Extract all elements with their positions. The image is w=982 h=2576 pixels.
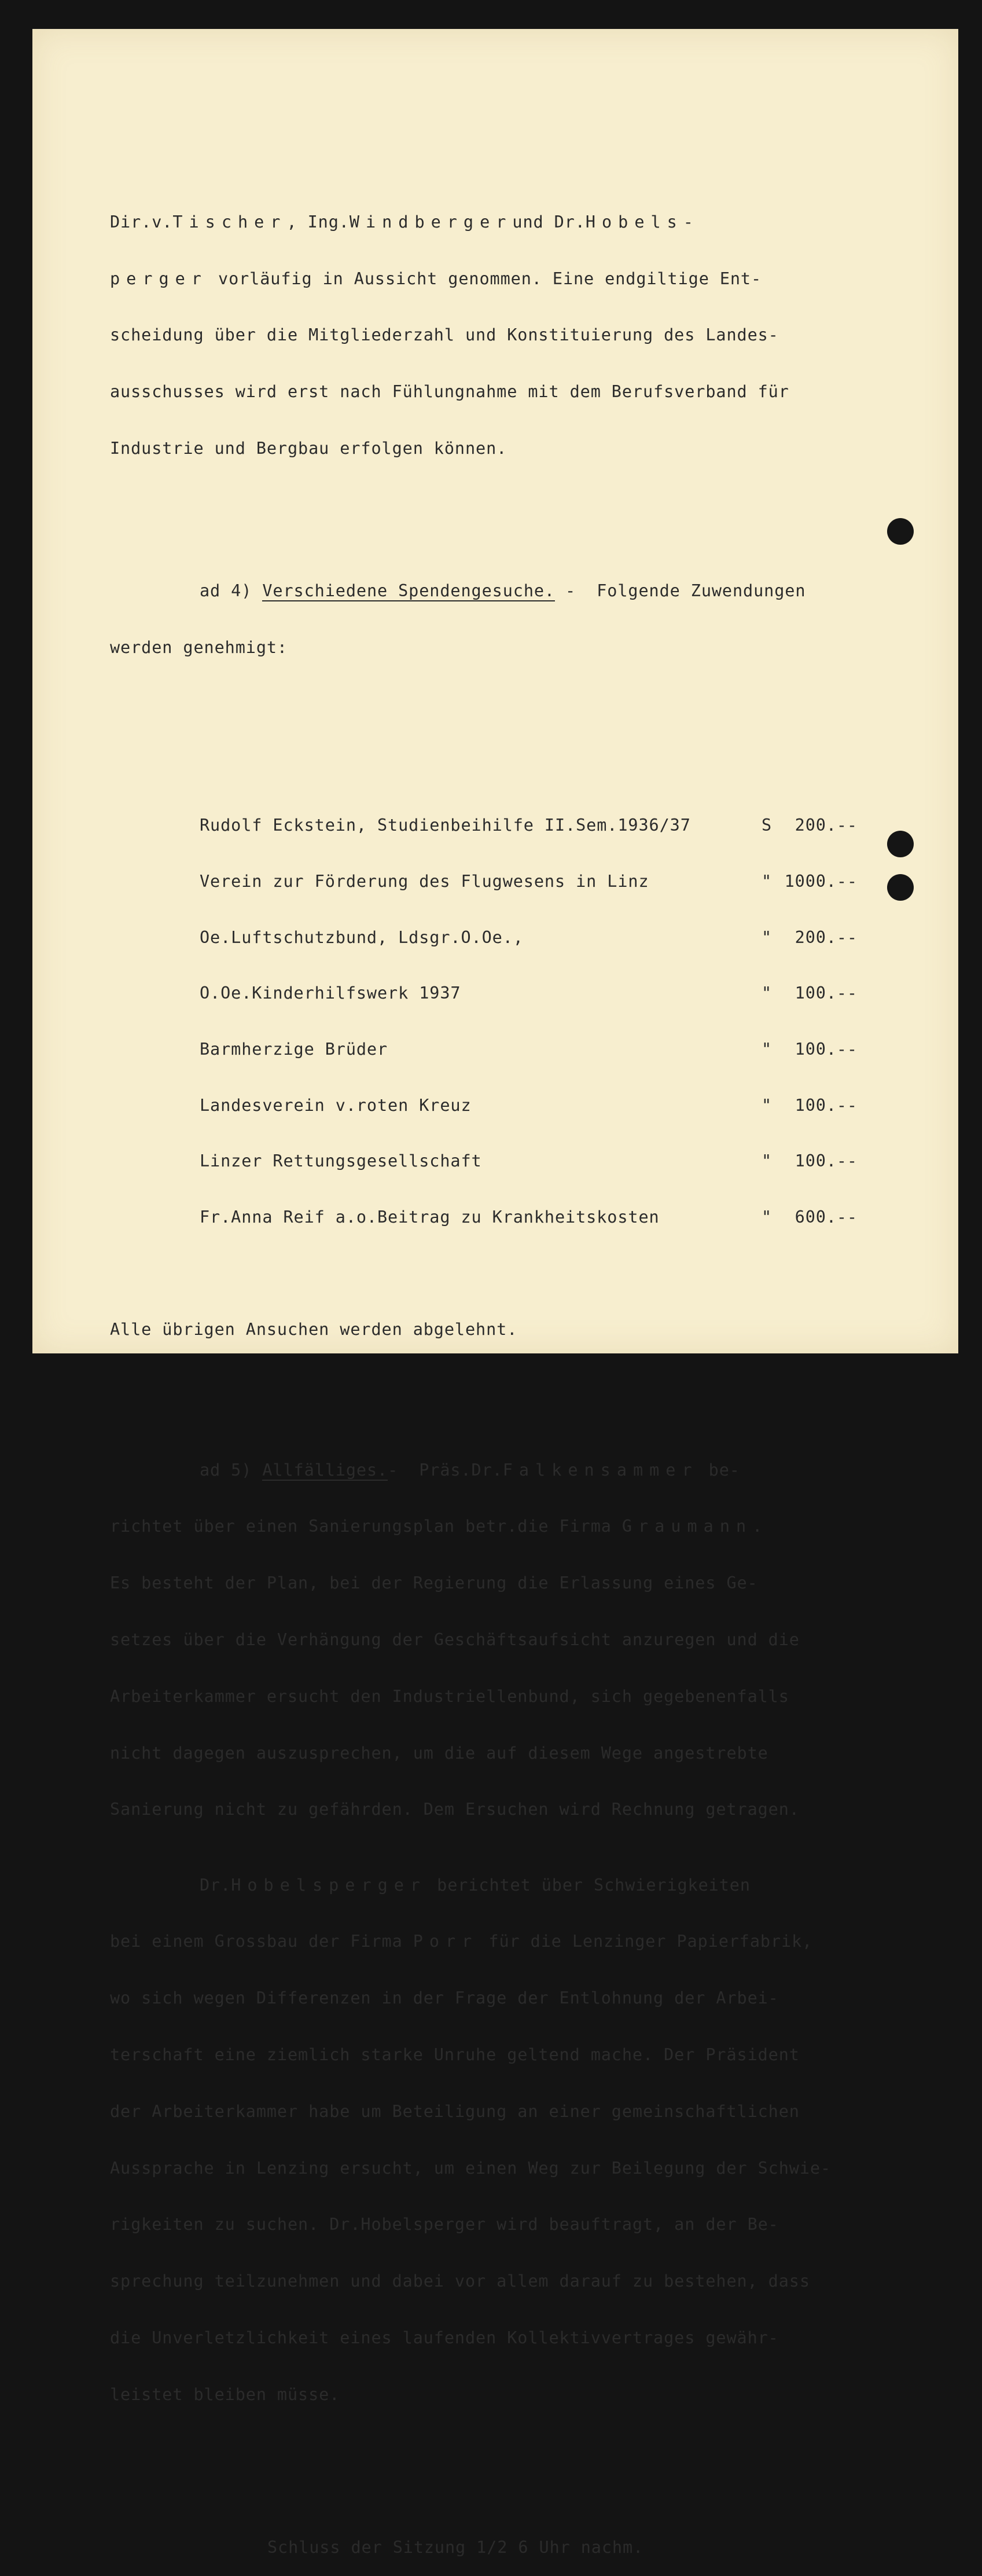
name-hobelsperger-2: Hobelsperger [231,1875,427,1895]
spacer [110,1396,868,1404]
donation-list [110,779,868,1264]
donation-name: Fr.Anna Reif a.o.Beitrag zu Krankheitskosten [200,1208,660,1227]
donation-row [110,929,868,947]
name-graumann: Graumann. [621,1517,769,1536]
paragraph-2-line: wo sich wegen Differenzen in der Frage der Entlohnung der Arbei- [110,1988,779,2008]
paragraph-2-line: rigkeiten zu suchen. Dr.Hobelsperger wird beauftragt, an der Be- [110,2215,779,2234]
donation-amount: 1000.-- [784,871,858,891]
donation-name: Verein zur Förderung des Flugwesens in Linz [200,871,649,891]
intro-line-2: perger vorläufig in Aussicht genommen. Eine endgiltige Ent- [110,269,762,288]
paragraph-2-line: der Arbeiterkammer habe um Beteiligung an einer gemeinschaftlichen [110,2101,800,2121]
donation-currency: " [761,984,773,1003]
donation-name: Barmherzige Brüder [200,1039,388,1059]
punch-hole-middle [887,831,914,857]
donation-name: O.Oe.Kinderhilfswerk 1937 [200,984,461,1003]
paragraph-2-line-1: Dr.Hobelsperger berichtet über Schwierigkeiten [200,1875,751,1895]
donation-amount: 600.-- [795,1208,858,1227]
punch-hole-bottom [887,874,914,901]
section-5-line-2: richtet über einen Sanierungsplan betr.die Firma Graumann. [110,1517,769,1536]
donation-amount: 100.-- [795,1095,858,1115]
section-5-line: Es besteht der Plan, bei der Regierung die Erlassung eines Ge- [110,1573,758,1593]
paragraph-2-line: terschaft eine ziemlich starke Unruhe geltend mache. Der Präsident [110,2045,800,2065]
donation-row [110,872,868,891]
section-5-line: Sanierung nicht zu gefährden. Dem Ersuchen wird Rechnung getragen. [110,1800,800,1819]
name-falkensammer: Falkensammer [502,1460,698,1480]
section-5-line: nicht dagegen auszusprechen, um die auf diesem Wege angestrebte [110,1743,768,1763]
donation-name: Oe.Luftschutzbund, Ldsgr.O.Oe., [200,927,524,947]
section-4-heading: ad 4) Verschiedene Spendengesuche. - Folgende Zuwendungen [200,581,806,601]
donation-amount: 100.-- [795,1039,858,1059]
paragraph-2-line: sprechung teilzunehmen und dabei vor allem darauf zu bestehen, dass [110,2272,810,2291]
section-4-title: Verschiedene Spendengesuche. [262,581,555,601]
document-body [110,156,868,2576]
paragraph-2-line: die Unverletzlichkeit eines laufenden Kollektivvertrages gewähr- [110,2328,779,2347]
name-windberger: Windberger [349,212,513,232]
donation-name: Linzer Rettungsgesellschaft [200,1151,482,1171]
donation-currency: " [761,1039,773,1059]
punch-hole-top [887,518,914,545]
spacer [110,515,868,525]
donation-row [110,1208,868,1227]
name-tischer: Tischer [172,212,287,232]
donation-name: Landesverein v.roten Kreuz [200,1095,472,1115]
section-4-line-2: werden genehmigt: [110,637,288,657]
section-5-line: setzes über die Verhängung der Geschäftsaufsicht anzuregen und die [110,1630,800,1649]
paragraph-2-line: leistet bleiben müsse. [110,2384,340,2404]
donation-row [110,1152,868,1170]
donation-row [110,984,868,1003]
donation-amount: 100.-- [795,1151,858,1171]
donation-name: Rudolf Eckstein, Studienbeihilfe II.Sem.1936/37 [200,816,691,835]
name-hobelsperger: Hobels- [585,212,700,232]
intro-line-5: Industrie und Bergbau erfolgen können. [110,438,507,458]
donation-amount: 100.-- [795,984,858,1003]
donation-currency: " [761,927,773,947]
spacer [110,2461,868,2482]
section-5-title: Allfälliges. [262,1460,388,1480]
rejected-line: Alle übrigen Ansuchen werden abgelehnt. [110,1320,518,1340]
section-5-heading: ad 5) Allfälliges.- Präs.Dr.Falkensammer be- [200,1460,740,1480]
intro-line-1: Dir.v.Tischer, Ing.Windbergerund Dr.Hobels- [110,212,700,232]
closing-line: Schluss der Sitzung 1/2 6 Uhr nachm. [267,2537,644,2557]
paragraph-2-line-2: bei einem Grossbau der Firma Porr für die Lenzinger Papierfabrik, [110,1932,813,1951]
donation-currency: " [761,1208,773,1227]
intro-line-3: scheidung über die Mitgliederzahl und Konstituierung des Landes- [110,325,779,345]
section-5-line: Arbeiterkammer ersucht den Industriellenbund, sich gegebenenfalls [110,1686,789,1706]
spacer [110,714,868,722]
donation-amount: 200.-- [795,816,858,835]
donation-row [110,1096,868,1115]
intro-line-4: ausschusses wird erst nach Fühlungnahme mit dem Berufsverband für [110,382,789,402]
donation-row [110,816,868,835]
donation-currency: S [761,816,773,835]
donation-currency: " [761,871,773,891]
paragraph-2-line: Aussprache in Lenzing ersucht, um einen Weg zur Beilegung der Schwie- [110,2158,832,2178]
donation-currency: " [761,1151,773,1171]
donation-amount: 200.-- [795,927,858,947]
name-porr: Porr [413,1932,479,1951]
donation-currency: " [761,1095,773,1115]
donation-row [110,1040,868,1059]
